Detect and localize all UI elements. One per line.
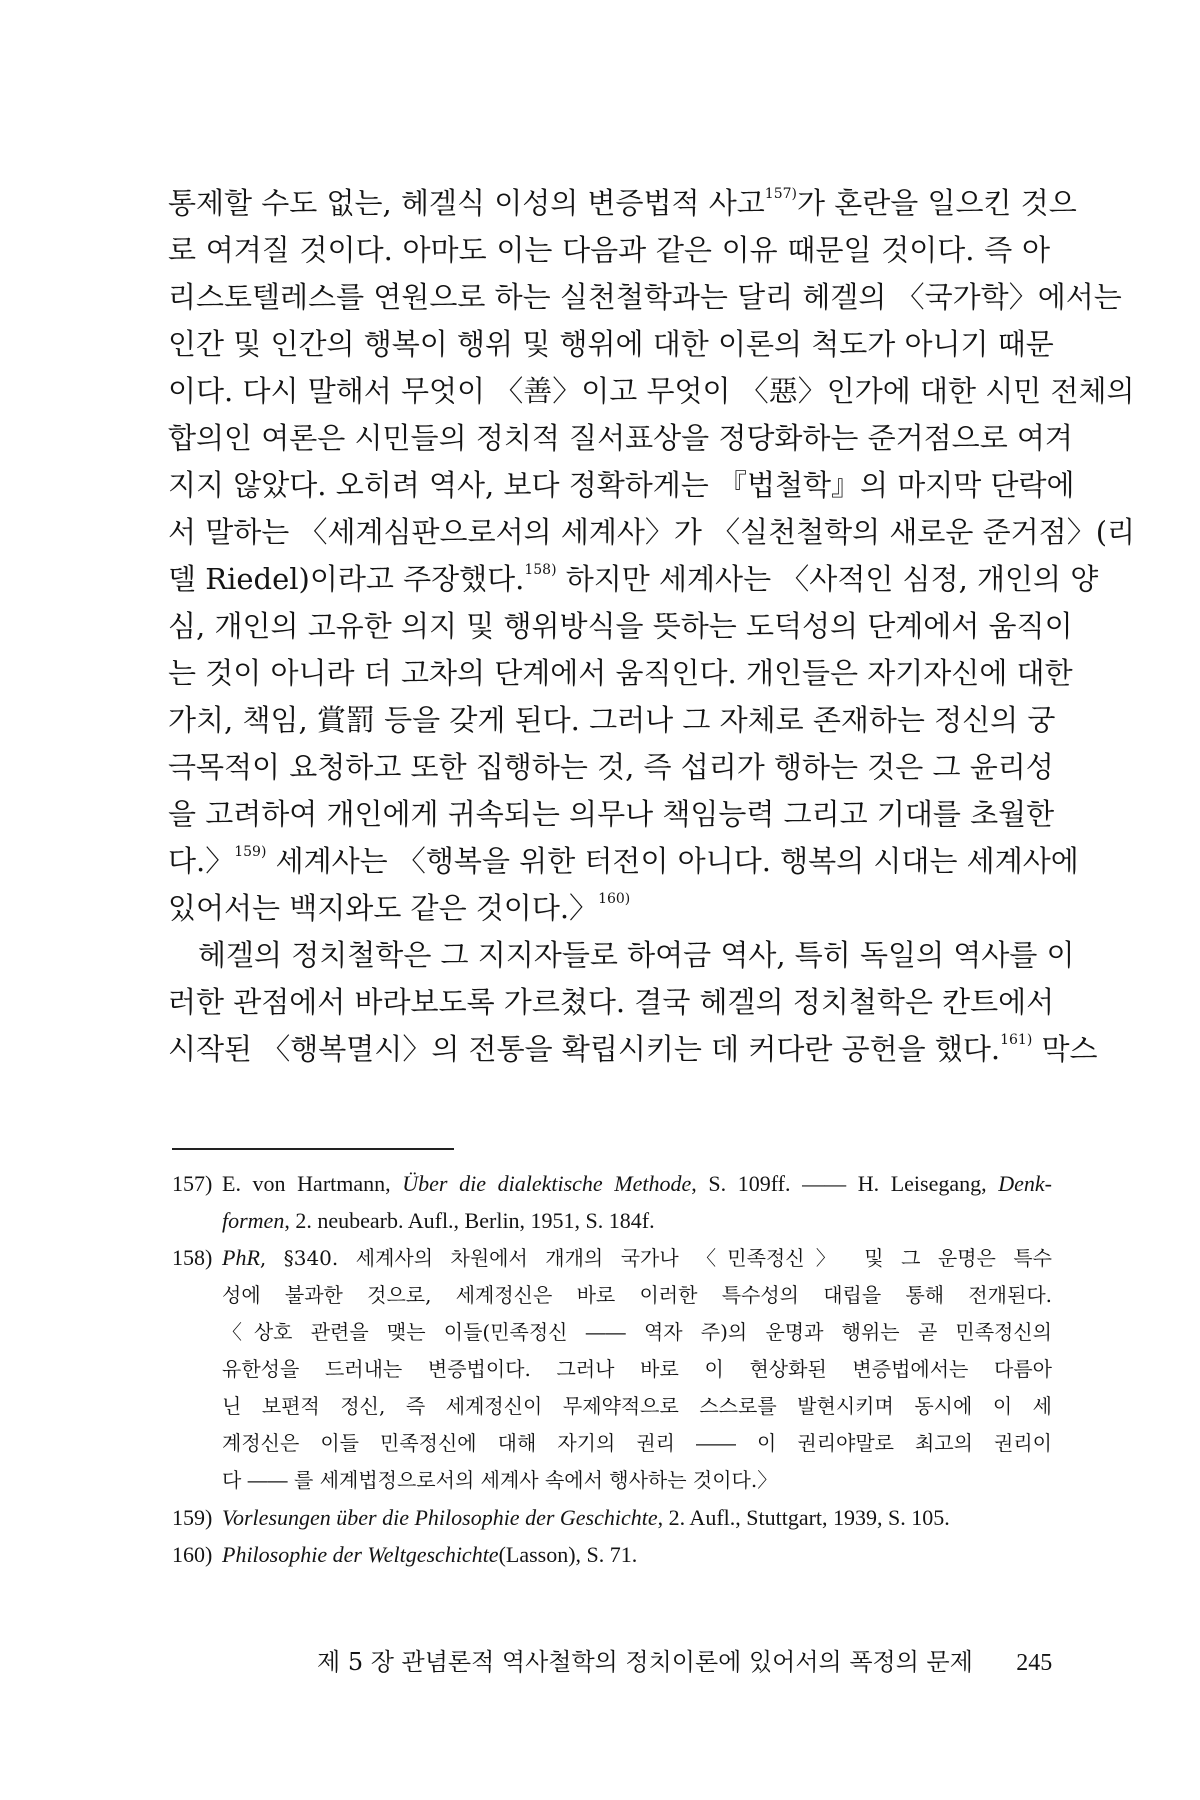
footnote-160 xyxy=(172,1536,1052,1573)
text-line: 서 말하는 〈세계심판으로서의 세계사〉가 〈실천철학의 새로운 준거점〉(리 xyxy=(168,515,1136,549)
footnote-number: 157) xyxy=(172,1171,213,1196)
text-line: 델 Riedel)이라고 주장했다.$^{158)}$ 하지만 세계사는 〈사적인 심정, 개인의 양 xyxy=(168,562,1099,596)
body-text xyxy=(168,180,1136,1073)
footnote-line: E. von Hartmann, Über die dialektische Methode, S. 109ff. ―― H. Leisegang, Denk- xyxy=(222,1171,1052,1196)
footnote-ref[interactable]: 160) xyxy=(598,891,631,908)
footnotes xyxy=(172,1165,1052,1573)
text-line: 리스토텔레스를 연원으로 하는 실천철학과는 달리 헤겔의 〈국가학〉에서는 xyxy=(168,280,1122,314)
footnote-ref[interactable]: 158) xyxy=(524,562,557,579)
text-line: 있어서는 백지와도 같은 것이다.〉$^{160)}$ xyxy=(168,891,631,925)
footnote-line: formen, 2. neubearb. Aufl., Berlin, 1951, S. 184f. xyxy=(222,1208,655,1233)
text-line: 시작된 〈행복멸시〉의 전통을 확립시키는 데 커다란 공헌을 했다.$^{161)}$ 막스 xyxy=(168,1032,1098,1066)
text-line: 을 고려하여 개인에게 귀속되는 의무나 책임능력 그리고 기대를 초월한 xyxy=(168,797,1055,831)
footnote-number: 158) xyxy=(172,1245,213,1270)
text-line: 심, 개인의 고유한 의지 및 행위방식을 뜻하는 도덕성의 단계에서 움직이 xyxy=(168,609,1073,643)
footnote-ref[interactable]: 159) xyxy=(234,844,267,861)
footnote-line: 〈상호 관련을 맺는 이들(민족정신 ―― 역자 주)의 운명과 행위는 곧 민족정신의 xyxy=(222,1320,1052,1344)
footnote-line: 닌 보편적 정신, 즉 세계정신이 무제약적으로 스스로를 발현시키며 동시에 이 세 xyxy=(222,1394,1052,1418)
page-number: 245 xyxy=(1016,1650,1053,1676)
footnote-number: 160) xyxy=(172,1542,213,1567)
text-line: 가치, 책임, 賞罰 등을 갖게 된다. 그러나 그 자체로 존재하는 정신의 궁 xyxy=(168,703,1056,737)
footnote-line: Philosophie der Weltgeschichte(Lasson), S. 71. xyxy=(222,1542,638,1567)
footnote-159 xyxy=(172,1499,1052,1536)
footnote-157 xyxy=(172,1165,1052,1239)
footnote-158 xyxy=(172,1239,1052,1499)
text-line: 지지 않았다. 오히려 역사, 보다 정확하게는 『법철학』의 마지막 단락에 xyxy=(168,468,1075,502)
text-line: 극목적이 요청하고 또한 집행하는 것, 즉 섭리가 행하는 것은 그 윤리성 xyxy=(168,750,1054,784)
footnote-line: Vorlesungen über die Philosophie der Geschichte, 2. Aufl., Stuttgart, 1939, S. 105. xyxy=(222,1505,950,1530)
text-line: 인간 및 인간의 행복이 행위 및 행위에 대한 이론의 척도가 아니기 때문 xyxy=(168,327,1054,361)
text-line: 이다. 다시 말해서 무엇이 〈善〉이고 무엇이 〈惡〉인가에 대한 시민 전체의 xyxy=(168,374,1135,408)
footnote-ref[interactable]: 161) xyxy=(1000,1032,1033,1049)
footnote-ref[interactable]: 157) xyxy=(764,186,797,203)
footnote-line: PhR, §340. 세계사의 차원에서 개개의 국가나 〈민족정신〉 및 그 운명은 특수 xyxy=(222,1245,1052,1270)
footnote-line: 성에 불과한 것으로, 세계정신은 바로 이러한 특수성의 대립을 통해 전개된다. xyxy=(222,1283,1052,1307)
text-line: 헤겔의 정치철학은 그 지지자들로 하여금 역사, 특히 독일의 역사를 이 xyxy=(198,938,1075,972)
text-line: 통제할 수도 없는, 헤겔식 이성의 변증법적 사고$^{157)}$가 혼란을 일으킨 것으 xyxy=(168,186,1077,220)
text-line: 러한 관점에서 바라보도록 가르쳤다. 결국 헤겔의 정치철학은 칸트에서 xyxy=(168,985,1055,1019)
footnote-rule xyxy=(172,1148,454,1150)
text-line: 는 것이 아니라 더 고차의 단계에서 움직인다. 개인들은 자기자신에 대한 xyxy=(168,656,1073,690)
page-footer xyxy=(317,1642,1053,1677)
text-line: 합의인 여론은 시민들의 정치적 질서표상을 정당화하는 준거점으로 여겨 xyxy=(168,421,1073,455)
footnote-number: 159) xyxy=(172,1505,213,1530)
text-line: 다.〉$^{159)}$ 세계사는 〈행복을 위한 터전이 아니다. 행복의 시대는 세계사에 xyxy=(168,844,1079,878)
running-head: 제 5 장 관념론적 역사철학의 정치이론에 있어서의 폭정의 문제 xyxy=(317,1648,973,1676)
footnote-line: 계정신은 이들 민족정신에 대해 자기의 권리 ―― 이 권리야말로 최고의 권리이 xyxy=(222,1431,1052,1455)
footnote-line: 유한성을 드러내는 변증법이다. 그러나 바로 이 현상화된 변증법에서는 다름아 xyxy=(222,1357,1052,1381)
text-line: 로 여겨질 것이다. 아마도 이는 다음과 같은 이유 때문일 것이다. 즉 아 xyxy=(168,233,1050,267)
footnote-line: 다 ―― 를 세계법정으로서의 세계사 속에서 행사하는 것이다.〉 xyxy=(222,1468,778,1492)
